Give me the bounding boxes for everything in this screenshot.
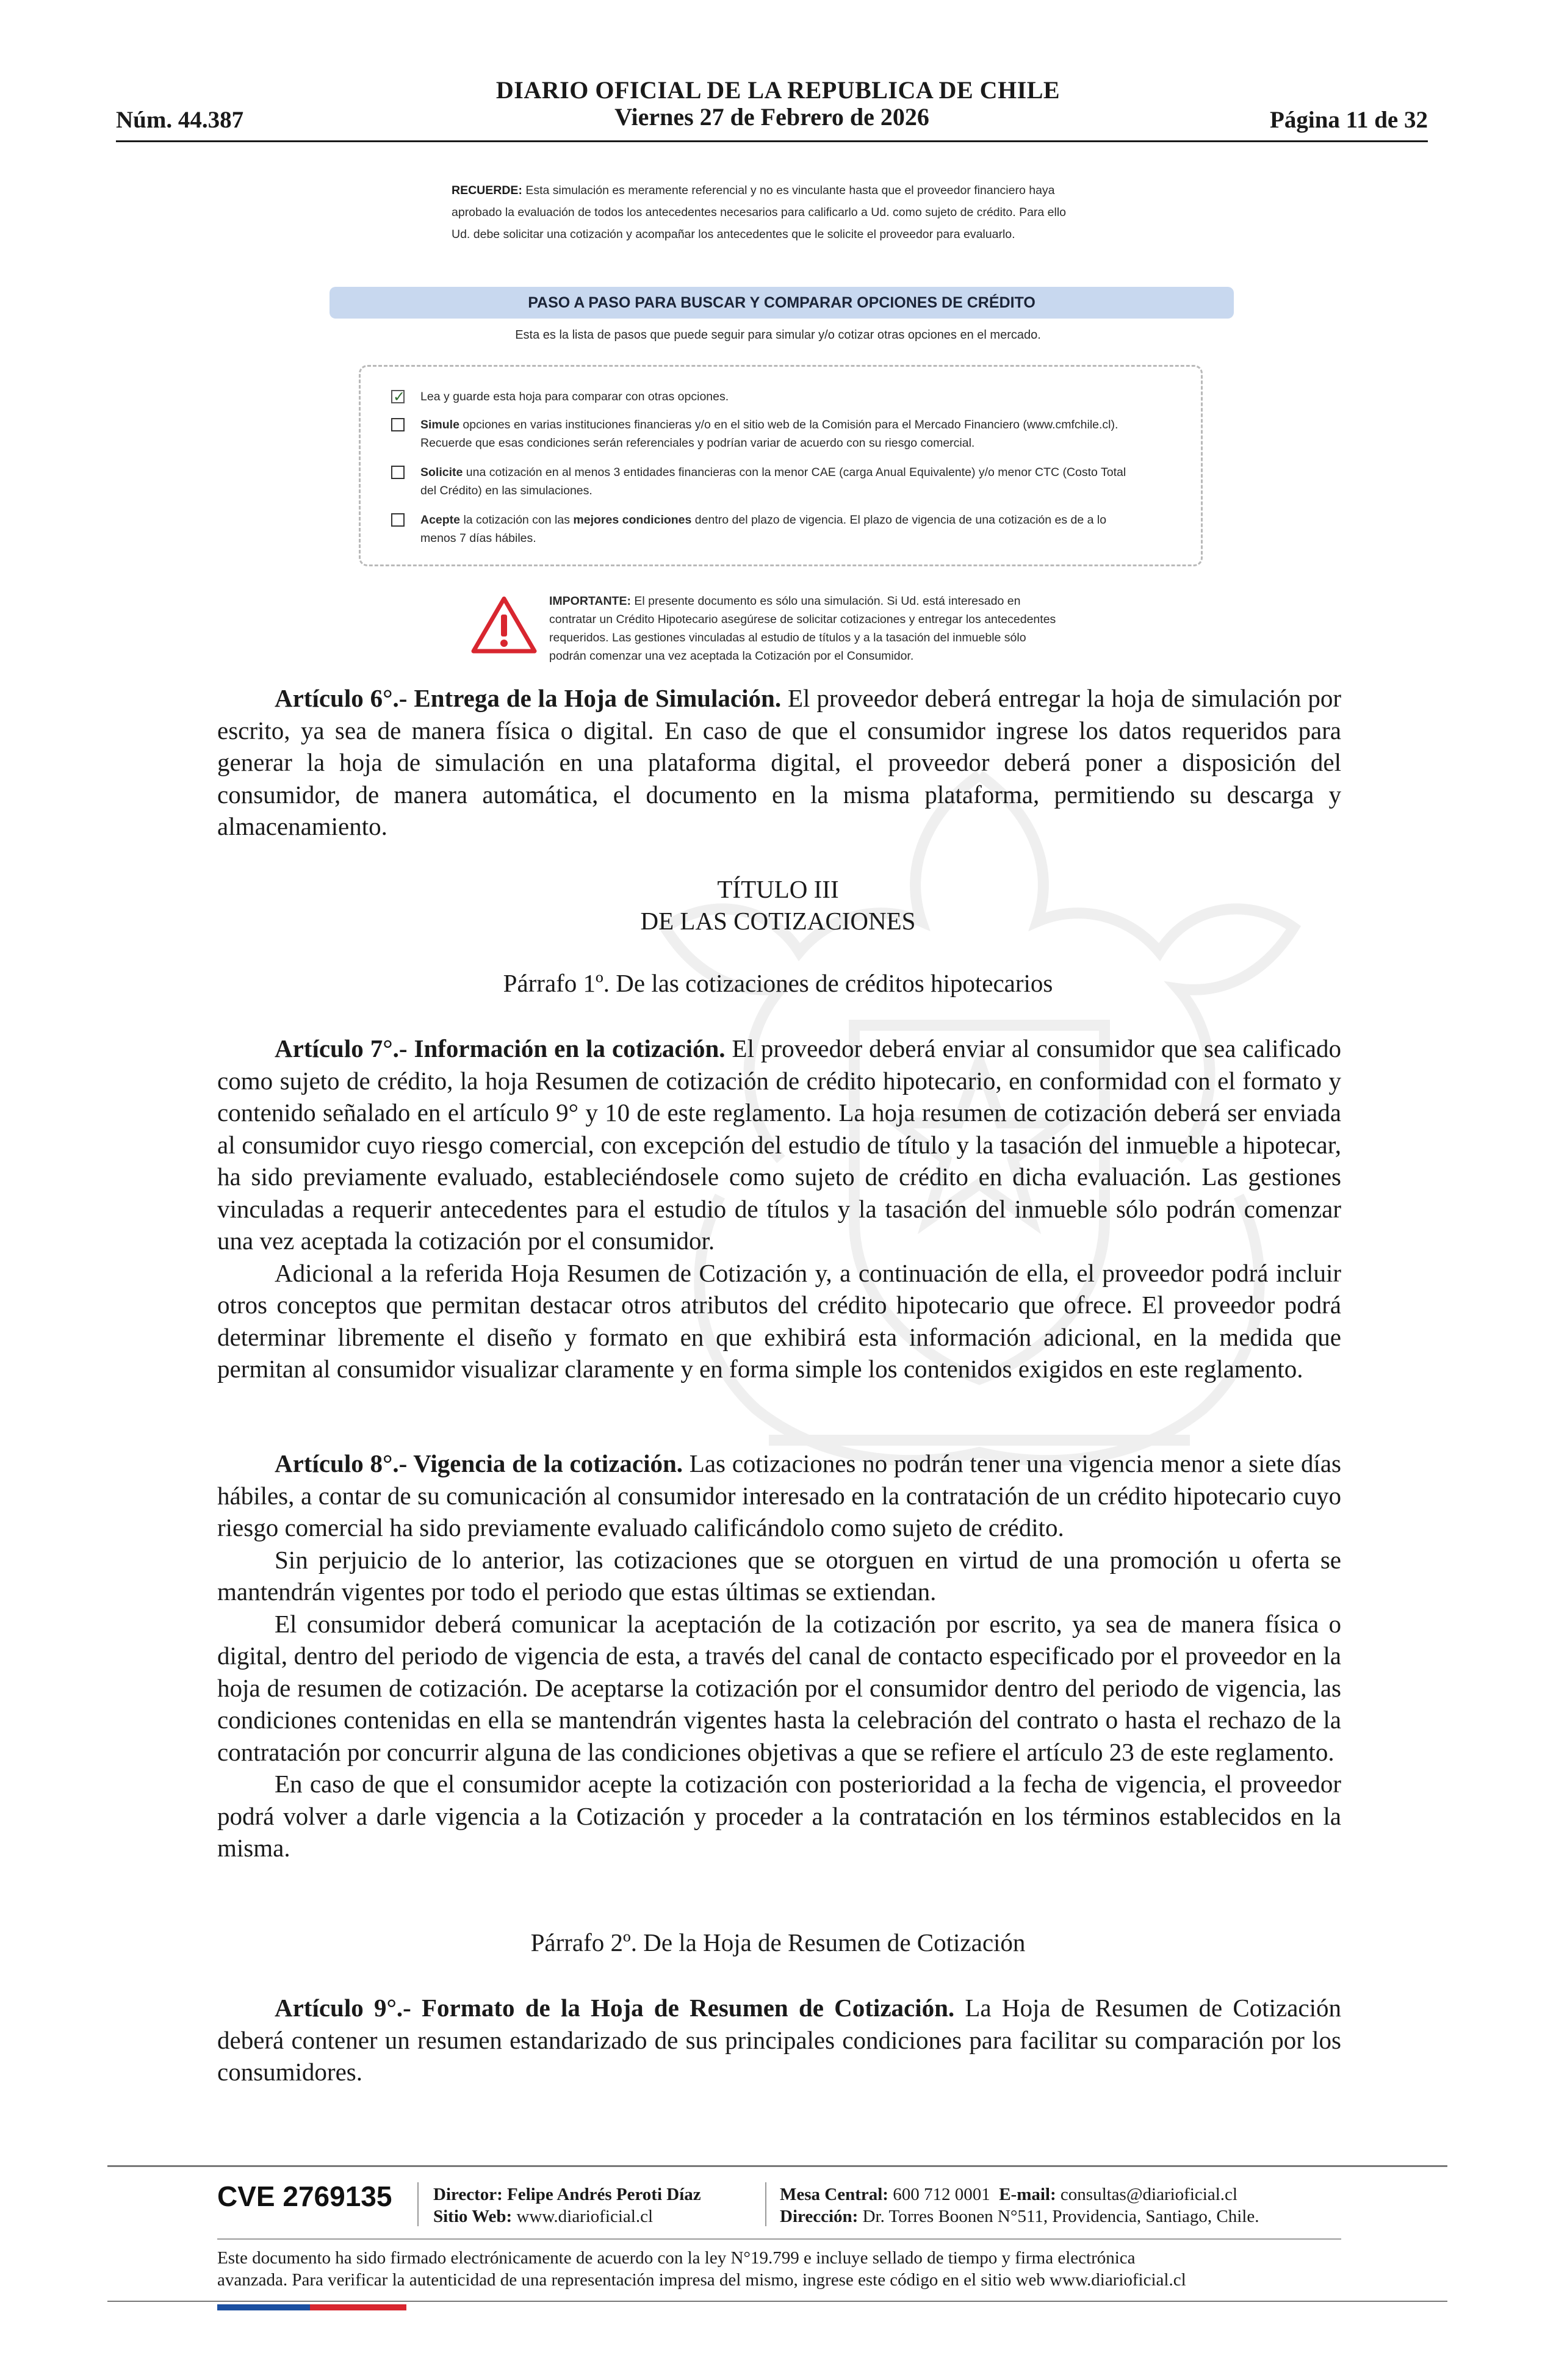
signature-note-line-1: Este documento ha sido firmado electrónicamente de acuerdo con la ley N°19.799 e incluye sellado de tiempo y firma electrónica [217,2248,1136,2268]
checkbox-checked-icon[interactable] [391,390,405,403]
checkbox-icon[interactable] [391,466,405,479]
step-2-text: opciones en varias instituciones financieras y/o en el sitio web de la Comisión para el Mercado Financiero (www.cmfchile.cl). [459,418,1118,431]
issue-date: Viernes 27 de Febrero de 2026 [614,103,929,131]
step-2-line2: Recuerde que esas condiciones serán referenciales y podrían variar de acuerdo con su riesgo comercial. [420,436,975,450]
article-8-paragraph-2: Sin perjuicio de lo anterior, las cotizaciones que se otorguen en virtud de una promoción u oferta se mantendrán vigentes por todo el periodo que estas últimas se extiendan. [217,1545,1341,1606]
article-8-paragraph-3: El consumidor deberá comunicar la aceptación de la cotización por escrito, ya sea de manera física o digital, dentro del periodo de vigencia de esta, a través del canal de contacto especificado por el proveedor en la hoja de resumen de cotización. De aceptarse la cotización por el consumidor dentro del periodo de vigencia, las condiciones contenidas en ella se mantendrán vigentes hasta la celebración del contrato o hasta el rechazo de la contratación por concurrir alguna de las condiciones objetivas a que se refiere el artículo 23 de este reglamento. [217,1609,1341,1766]
page-number: Página 11 de 32 [1270,107,1428,133]
footer-divider-bottom [107,2301,1447,2302]
important-line-4: podrán comenzar una vez aceptada la Cotización por el Consumidor. [549,649,914,663]
article-7-title: Artículo 7°.- Información en la cotización. [275,1034,726,1062]
step-3-line2: del Crédito) en las simulaciones. [420,484,593,497]
step-4-line2: menos 7 días hábiles. [420,532,536,545]
flag-red-stripe [310,2304,406,2310]
flag-blue-stripe [217,2304,310,2310]
article-7 [217,1033,1341,1385]
important-label: IMPORTANTE: [549,594,631,608]
director-label: Director: [433,2185,503,2204]
step-4-text-a: la cotización con las [460,513,574,527]
article-6-text: El proveedor deberá entregar la hoja de simulación por escrito, ya sea de manera física o digital. En caso de que el consumidor ingrese los datos requeridos para generar la hoja de simulación en una plataforma digital, el proveedor deberá poner a disposición del consumidor, de manera automática, el documento en la misma plataforma, permitiendo su descarga y almacenamiento. [217,684,1341,840]
flag-stripe [217,2304,406,2310]
important-line-3: requeridos. Las gestiones vinculadas al estudio de títulos y a la tasación del inmueble sólo [549,631,1026,644]
article-8-title: Artículo 8°.- Vigencia de la cotización. [275,1449,683,1477]
signature-note-line-2: avanzada. Para verificar la autenticidad de una representación impresa del mismo, ingrese este código en el sitio web www.diarioficial.cl [217,2270,1186,2290]
website-link[interactable]: www.diarioficial.cl [512,2207,654,2226]
newspaper-title: DIARIO OFICIAL DE LA REPUBLICA DE CHILE [495,76,1061,104]
email-link[interactable]: consultas@diarioficial.cl [1056,2185,1237,2204]
step-4-bold2: mejores condiciones [573,513,692,527]
important-note [549,592,1098,665]
recuerde-line-2: aprobado la evaluación de todos los antecedentes necesarios para calificarlo a Ud. como sujeto de crédito. Para ello [452,206,1067,219]
title-iii: TÍTULO III [717,875,839,903]
paragraph-1-heading: Párrafo 1º. De las cotizaciones de créditos hipotecarios [503,969,1053,997]
article-6-title: Artículo 6°.- Entrega de la Hoja de Simulación. [275,684,782,712]
article-8-text: Las cotizaciones no podrán tener una vigencia menor a siete días hábiles, a contar de su comunicación al consumidor interesado en la contratación de un crédito hipotecario cuyo riesgo comercial ha sido previamente evaluado calificándolo como sujeto de crédito. [217,1449,1341,1542]
article-9 [217,1992,1341,2088]
article-7-text: El proveedor deberá enviar al consumidor que sea calificado como sujeto de crédito, la hoja Resumen de cotización de crédito hipotecario, en conformidad con el formato y contenido señalado en el artículo 9° y 10 de este reglamento. La hoja resumen de cotización deberá ser enviada al consumidor cuyo riesgo comercial, con excepción del estudio de título y la tasación del inmueble a hipotecar, ha sido previamente evaluado, estableciéndosele como sujeto de crédito en dicha evaluación. Las gestiones vinculadas a requerir antecedentes para el estudio de títulos y la tasación del inmueble sólo podrán comenzar una vez aceptada la cotización por el consumidor. [217,1034,1341,1255]
phone-number: 600 712 0001 [888,2185,990,2204]
website-label: Sitio Web: [433,2207,513,2226]
step-2-bold: Simule [420,418,459,431]
article-9-text: La Hoja de Resumen de Cotización deberá contener un resumen estandarizado de sus principales condiciones para facilitar su comparación por los consumidores. [217,1994,1341,2086]
footer-separator [417,2182,419,2226]
article-8-paragraph-4: En caso de que el consumidor acepte la cotización con posterioridad a la fecha de vigencia, el proveedor podrá volver a darle vigencia a la Cotización y proceder a la contratación en los términos establecidos en la misma. [217,1770,1341,1862]
signature-note [217,2247,1377,2291]
cve-code: CVE 2769135 [217,2180,392,2212]
recuerde-line-1: Esta simulación es meramente referencial y no es vinculante hasta que el proveedor financiero haya [522,184,1055,197]
footer-contact-block [780,2183,1259,2227]
footer-separator [765,2182,766,2226]
recuerde-line-3: Ud. debe solicitar una cotización y acompañar los antecedentes que le solicite el proveedor para evaluarlo. [452,228,1015,241]
step-4-text-b: dentro del plazo de vigencia. El plazo de vigencia de una cotización es de a lo [691,513,1107,527]
email-label: E-mail: [999,2185,1056,2204]
address-label: Dirección: [780,2207,859,2226]
step-1-text: Lea y guarde esta hoja para comparar con otras opciones. [420,390,729,403]
address-value: Dr. Torres Boonen N°511, Providencia, Santiago, Chile. [858,2207,1259,2226]
header-row [116,103,1428,134]
header-divider [116,140,1428,142]
checkbox-icon[interactable] [391,513,405,527]
title-iii-subtitle: DE LAS COTIZACIONES [640,907,916,935]
recuerde-note [452,179,1098,245]
footer-divider-middle [217,2238,1341,2240]
paragraph-2-heading: Párrafo 2º. De la Hoja de Resumen de Cotización [530,1928,1026,1956]
phone-label: Mesa Central: [780,2185,888,2204]
steps-subtitle: Esta es la lista de pasos que puede seguir para simular y/o cotizar otras opciones en el mercado. [515,328,1041,342]
step-3-bold: Solicite [420,466,463,479]
article-9-title: Artículo 9°.- Formato de la Hoja de Resumen de Cotización. [275,1994,955,2022]
footer-divider-top [107,2165,1447,2167]
steps-title-bar: PASO A PASO PARA BUSCAR Y COMPARAR OPCIONES DE CRÉDITO [330,287,1234,319]
important-line-2: contratar un Crédito Hipotecario asegúrese de solicitar cotizaciones y entregar los antecedentes [549,613,1056,626]
issue-number: Núm. 44.387 [116,107,244,133]
warning-triangle-icon [470,595,538,656]
footer-director-block [433,2183,701,2227]
steps-checklist [359,365,1203,566]
article-7-paragraph-2: Adicional a la referida Hoja Resumen de Cotización y, a continuación de ella, el proveedor podrá incluir otros conceptos que permitan destacar otros atributos del crédito hipotecario que ofrece. El proveedor podrá determinar libremente el diseño y formato en que exhibirá esta información adicional, en la medida que permitan al consumidor visualizar claramente y en forma simple los contenidos exigidos en este reglamento. [217,1258,1341,1383]
article-6 [217,682,1341,843]
important-line-1: El presente documento es sólo una simulación. Si Ud. está interesado en [630,594,1021,608]
checkbox-icon[interactable] [391,418,405,431]
step-3-text: una cotización en al menos 3 entidades financieras con la menor CAE (carga Anual Equivalente) y/o menor CTC (Costo Total [463,466,1126,479]
step-4-bold: Acepte [420,513,461,527]
article-8 [217,1448,1341,1864]
recuerde-label: RECUERDE: [452,184,522,197]
director-name: Felipe Andrés Peroti Díaz [502,2185,701,2204]
